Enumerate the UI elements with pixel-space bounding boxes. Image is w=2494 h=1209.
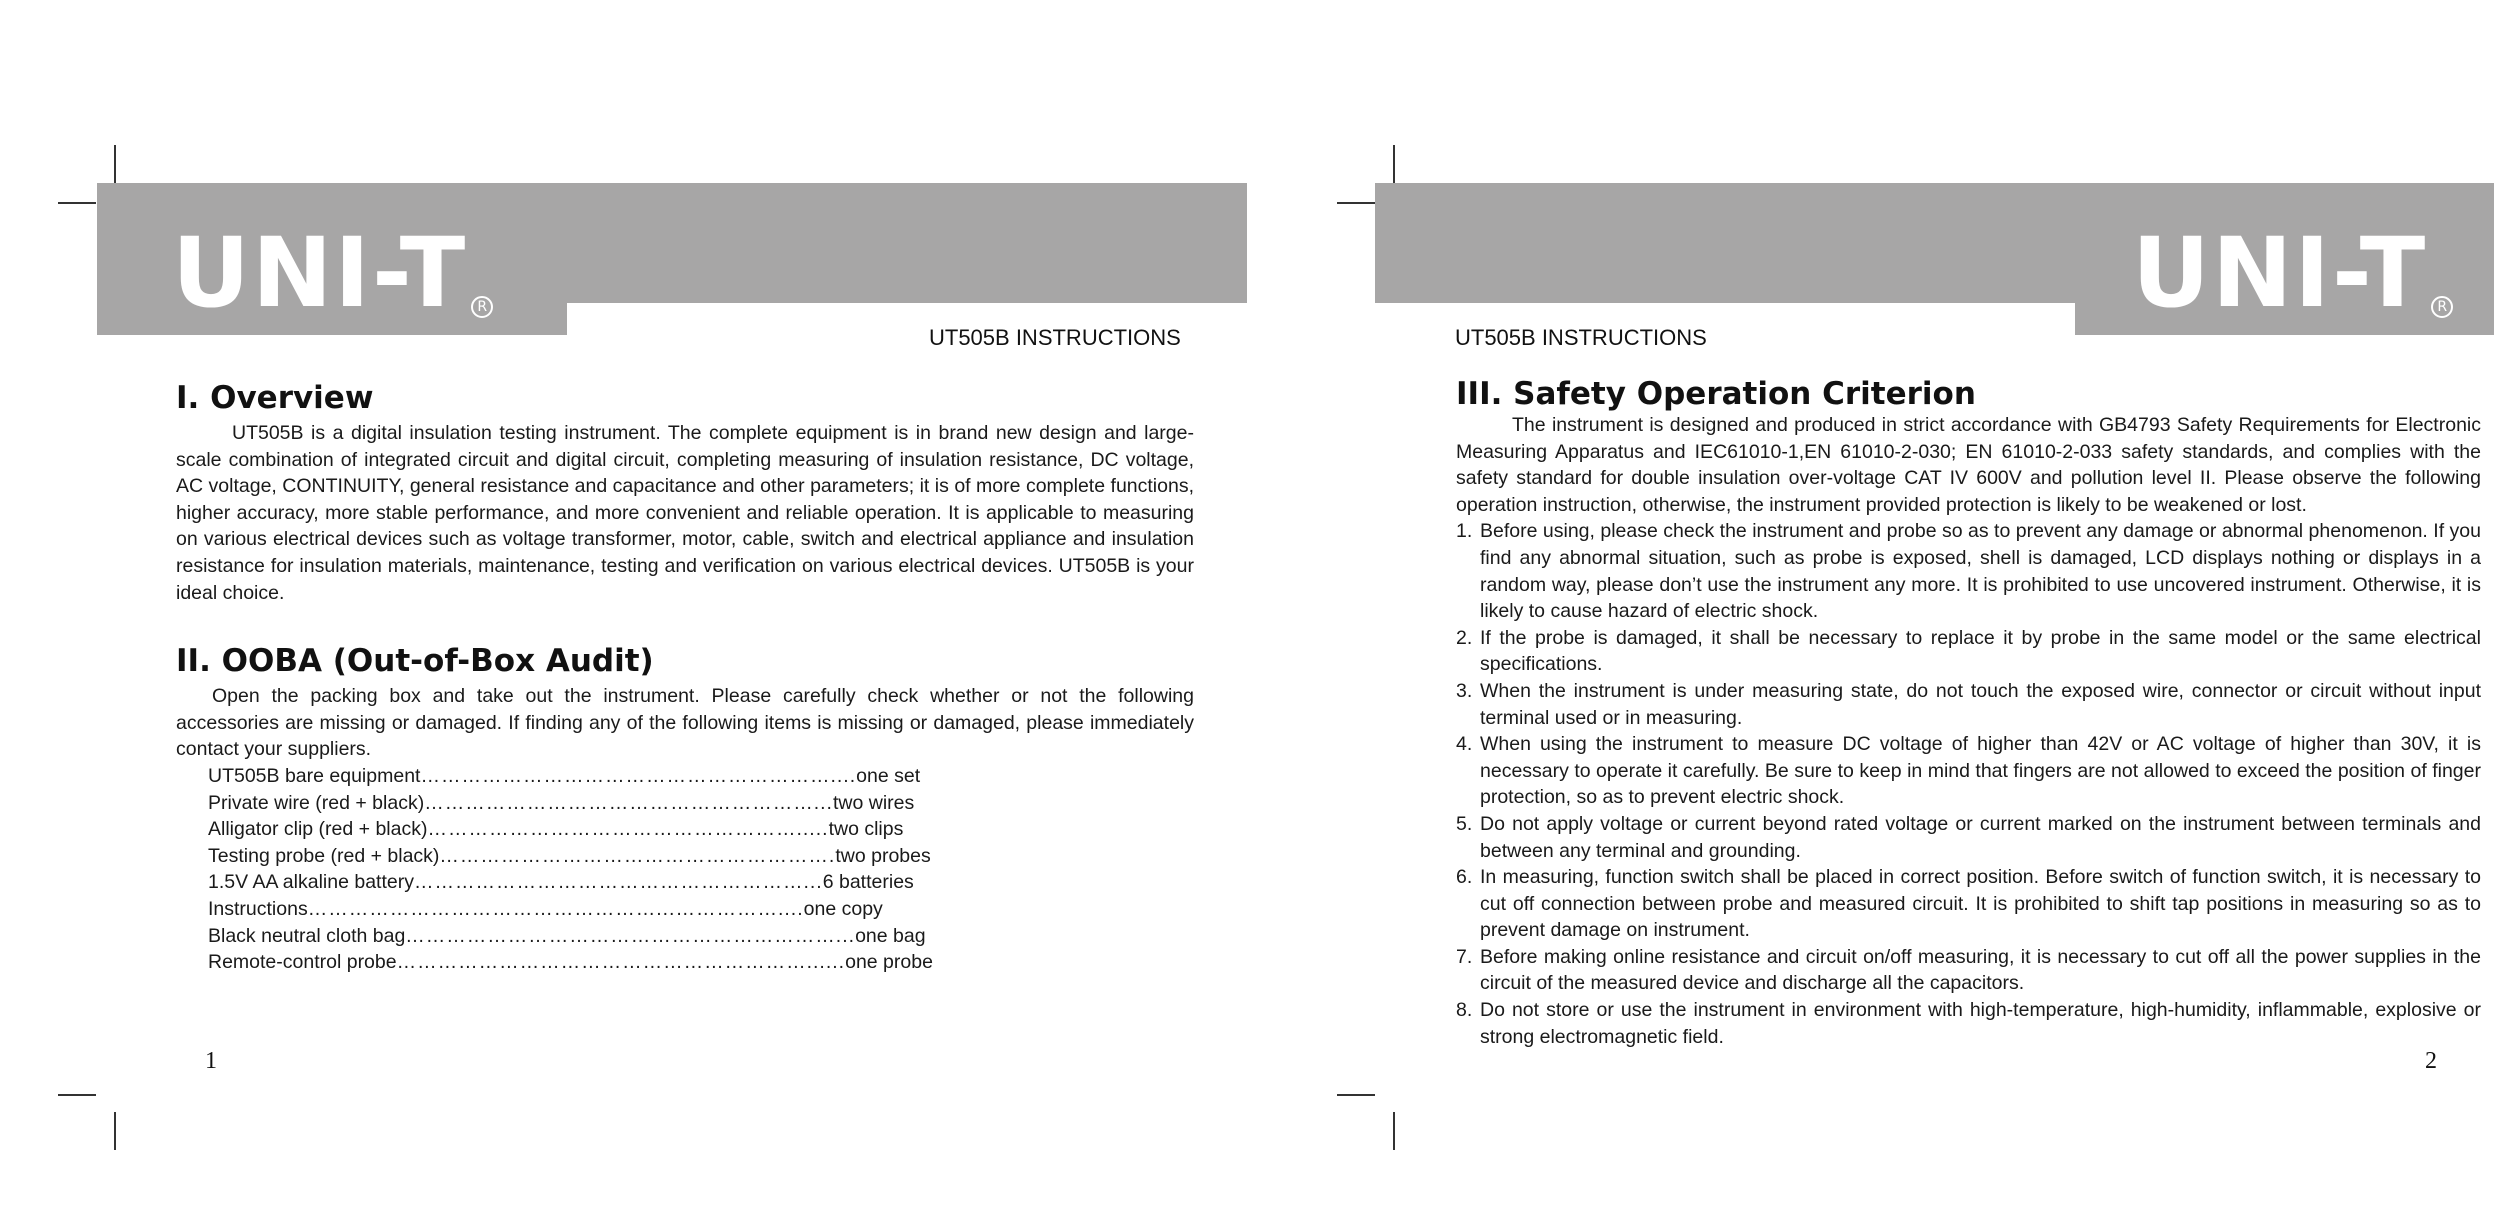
list-item [1456, 731, 2481, 811]
item-quantity: two wires [832, 791, 915, 814]
item-quantity: 6 batteries [822, 871, 914, 894]
item-name: Testing probe (red + black) [208, 844, 440, 867]
list-item [1456, 678, 2481, 731]
rule-text: Before making online resistance and circuit on/off measuring, it is necessary to cut off all the power supplies in the circuit of the measured device and discharge all the capacitors. [1480, 945, 2481, 995]
rule-text: If the probe is damaged, it shall be necessary to replace it by probe in the same model or the same electrical specifications. [1480, 626, 2481, 676]
item-quantity: one set [856, 764, 921, 787]
accessory-list [208, 763, 1194, 976]
item-name: Remote-control probe [208, 951, 397, 974]
crop-mark [1393, 1112, 1395, 1150]
list-item [1456, 811, 2481, 864]
crop-mark [114, 145, 116, 183]
crop-mark [114, 1112, 116, 1150]
rule-number: 6. [1456, 866, 1473, 889]
page-number: 2 [2425, 1048, 2437, 1074]
list-item [1456, 944, 2481, 997]
ooba-body: Open the packing box and take out the instrument. Please carefully check whether or not the following accessories are missing or damaged. If finding any of the following items is missing or damaged, please immediately contact your suppliers. [176, 685, 1194, 761]
overview-body: UT505B is a digital insulation testing instrument. The complete equipment is in brand new design and large-scale combination of integrated circuit and digital circuit, completing measuring of insulation resistance, DC voltage, AC voltage, CONTINUITY, general resistance and capacitance and other parameters; it is of more complete functions, higher accuracy, more stable performance, and more convenient and reliable operation. It is applicable to measuring on various electrical devices such as voltage transformer, motor, cable, switch and electrical appliance and insulation resistance for insulation materials, maintenance, testing and verification on various electrical devices. UT505B is your ideal choice. [176, 422, 1194, 604]
leader-dots: …………………………………………………. [439, 844, 836, 867]
leader-dots: …………………………………………………... [413, 871, 823, 894]
page-number: 1 [205, 1048, 217, 1074]
left-page-content [176, 380, 1194, 976]
list-item [208, 843, 1194, 870]
crop-mark [1337, 202, 1375, 204]
item-name: 1.5V AA alkaline battery [208, 871, 414, 894]
item-quantity: two clips [828, 818, 904, 841]
rule-text: Before using, please check the instrument and probe so as to prevent any damage or abnormal phenomenon. If you find any abnormal situation, such as probe is exposed, shell is damaged, LCD displays nothing or displays in a random way, please don’t use the instrument any more. It is prohibited to use uncovered instrument. Otherwise, it is likely to cause hazard of electric shock. [1480, 520, 2481, 623]
list-item [1456, 518, 2481, 624]
rule-number: 3. [1456, 679, 1473, 702]
item-name: Alligator clip (red + black) [208, 818, 428, 841]
logo-text: UNI-T [2132, 217, 2428, 329]
list-item [208, 816, 1194, 843]
list-item [208, 763, 1194, 790]
logo-text: UNI-T [172, 217, 468, 329]
item-quantity: one bag [855, 924, 926, 947]
rule-number: 1. [1456, 520, 1473, 543]
list-item [208, 896, 1194, 923]
rule-text: In measuring, function switch shall be placed in correct position. Before switch of function switch, it is necessary to cut off connection between probe and measured circuit. It is prohibited to shift tap positions in measuring so as to prevent damage on instrument. [1480, 866, 2481, 942]
rule-text: When the instrument is under measuring state, do not touch the exposed wire, connector or circuit without input terminal used or in measuring. [1480, 679, 2481, 729]
brand-logo [2132, 218, 2453, 328]
rule-text: When using the instrument to measure DC voltage of higher than 42V or AC voltage of higher than 30V, it is necessary to operate it carefully. Be sure to keep in mind that fingers are not allowed to exceed the position of finger protection, so as to prevent electric shock. [1480, 733, 2481, 809]
leader-dots: ………………………………………………………... [405, 924, 856, 947]
brand-logo [172, 218, 493, 328]
item-name: UT505B bare equipment [208, 764, 421, 787]
rule-number: 7. [1456, 945, 1473, 968]
registered-mark-icon: R [2431, 296, 2453, 318]
leader-dots: ……………………………………………...…………….... [307, 897, 804, 920]
leader-dots: …………………………………………………….... [420, 764, 857, 787]
leader-dots: ………………………………………………..... [427, 818, 829, 841]
rule-number: 8. [1456, 999, 1473, 1022]
crop-mark [1337, 1094, 1375, 1096]
running-head: UT505B INSTRUCTIONS [929, 325, 1181, 350]
rule-text: Do not apply voltage or current beyond rated voltage or current marked on the instrument between terminals and between any terminal and grounding. [1480, 812, 2481, 862]
list-item [1456, 625, 2481, 678]
running-head: UT505B INSTRUCTIONS [1455, 325, 1707, 350]
list-item [208, 923, 1194, 950]
right-page-content [1456, 376, 2481, 1050]
crop-mark [1393, 145, 1395, 183]
registered-mark-icon: R [471, 296, 493, 318]
safety-intro: The instrument is designed and produced in strict accordance with GB4793 Safety Requirements for Electronic Measuring Apparatus and IEC61010-1,EN 61010-2-030; EN 61010-2-033 safety standards, and complies with the safety standard for double insulation over-voltage CAT IV 600V and pollution level II. Please observe the following operation instruction, otherwise, the instrument provided protection is likely to be weakened or lost. [1456, 414, 2481, 516]
item-name: Black neutral cloth bag [208, 924, 406, 947]
right-page [1247, 0, 2494, 1209]
overview-heading: I. Overview [176, 380, 374, 416]
rule-number: 2. [1456, 626, 1473, 649]
safety-heading: III. Safety Operation Criterion [1456, 376, 1976, 412]
item-quantity: two probes [835, 844, 931, 867]
list-item [1456, 997, 2481, 1050]
leader-dots: …………………………………………………... [424, 791, 833, 814]
rule-number: 4. [1456, 733, 1473, 756]
list-item [1456, 864, 2481, 944]
ooba-heading: II. OOBA (Out-of-Box Audit) [176, 643, 654, 680]
item-name: Private wire (red + black) [208, 791, 425, 814]
rule-text: Do not store or use the instrument in environment with high-temperature, high-humidity, inflammable, explosive or strong electromagnetic field. [1480, 999, 2481, 1048]
crop-mark [58, 1094, 96, 1096]
leader-dots: ……………………………………………………...... [396, 951, 846, 974]
item-quantity: one copy [803, 897, 883, 920]
list-item [208, 949, 1194, 976]
safety-rules-list [1456, 518, 2481, 1050]
crop-mark [58, 202, 96, 204]
rule-number: 5. [1456, 812, 1473, 835]
list-item [208, 790, 1194, 817]
item-quantity: one probe [845, 951, 933, 974]
item-name: Instructions [208, 897, 308, 920]
list-item [208, 869, 1194, 896]
